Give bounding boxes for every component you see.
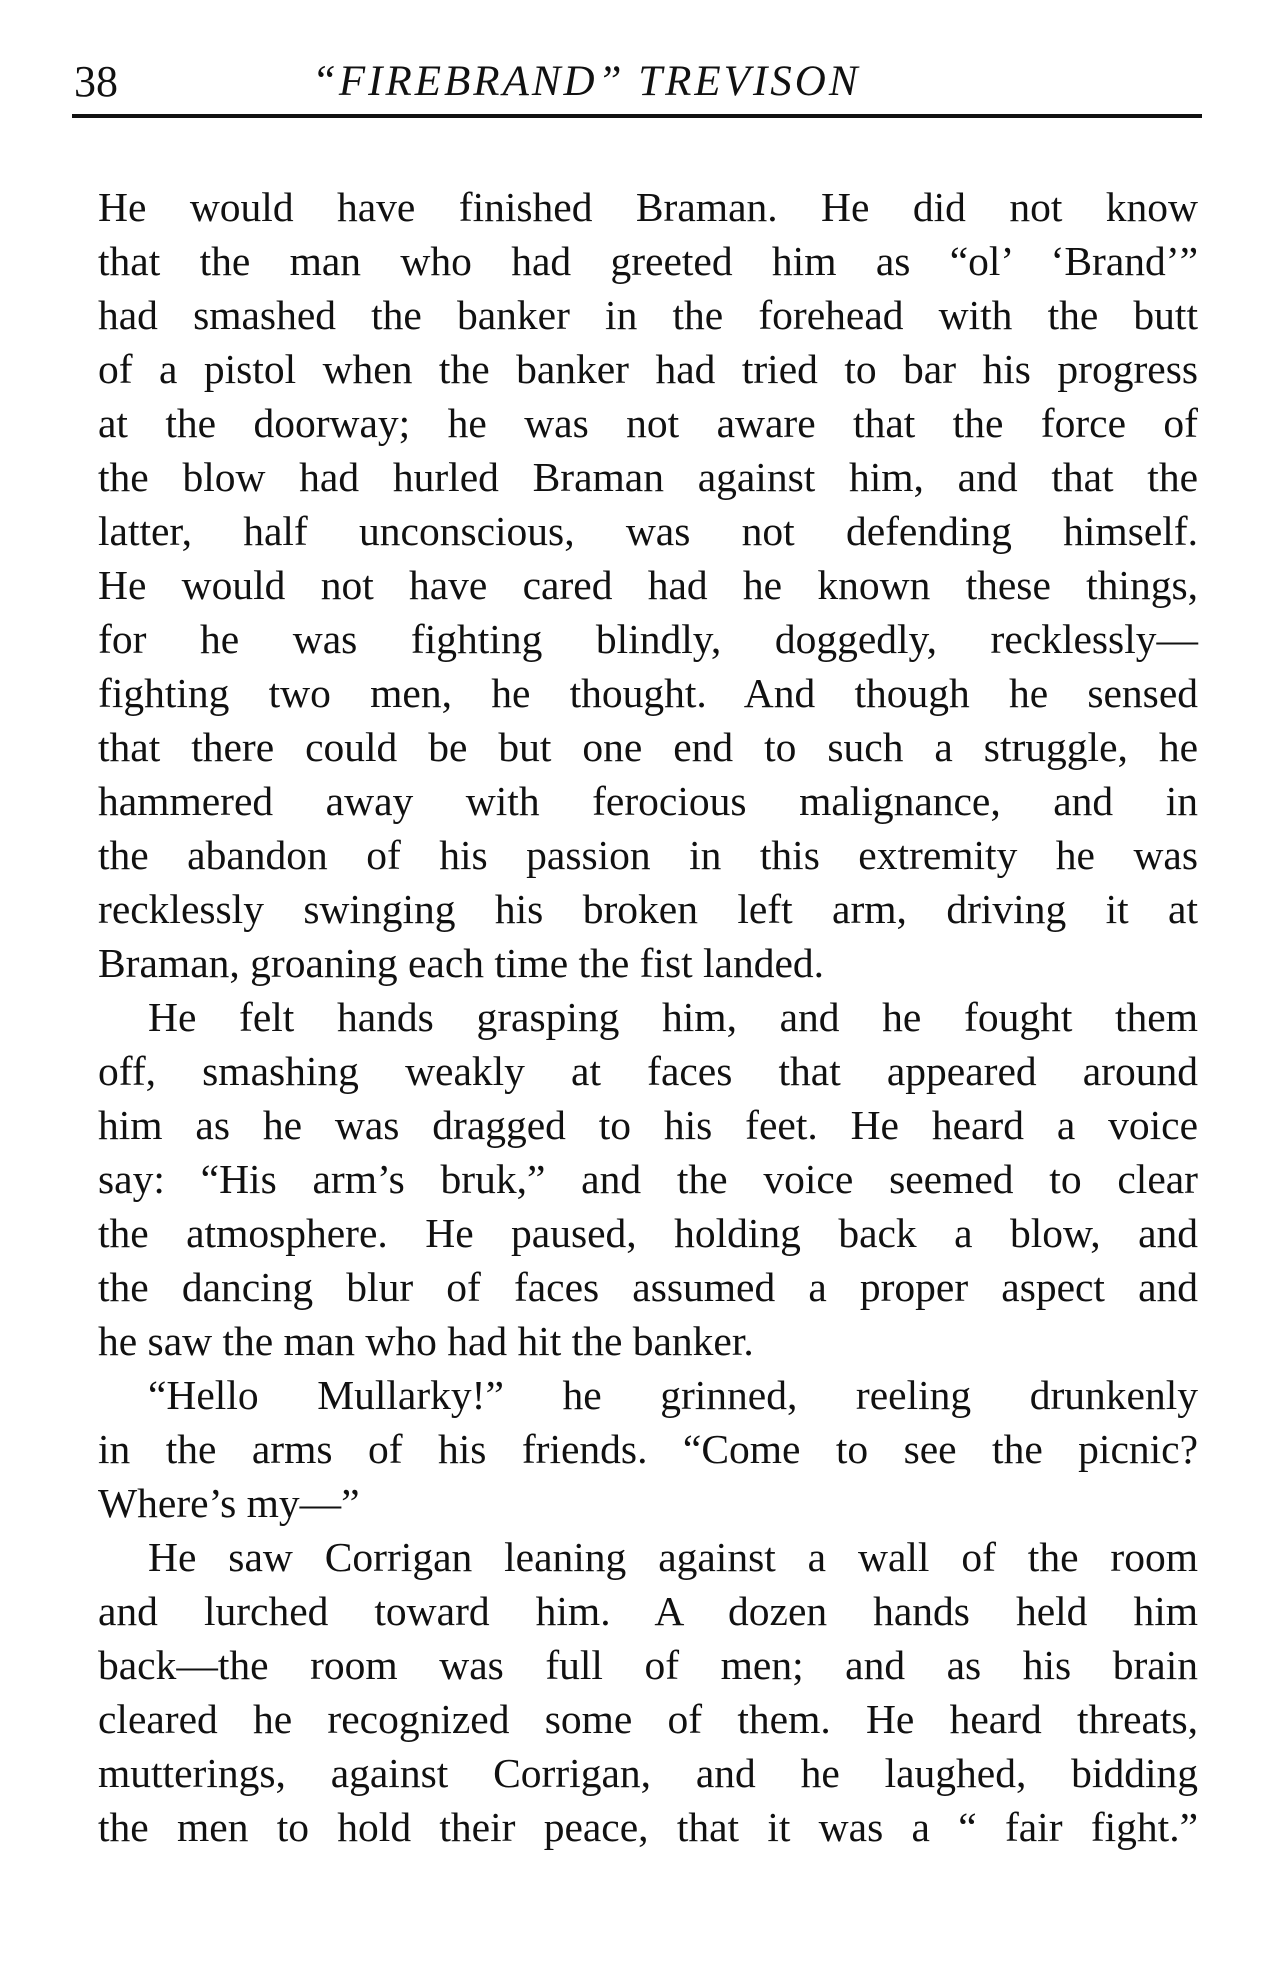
text-line: him as he was dragged to his feet. He heard a voice (98, 1102, 1198, 1148)
text-line: fighting two men, he thought. And though he sensed (98, 670, 1198, 716)
text-line: that there could be but one end to such a struggle, he (98, 724, 1198, 770)
text-line: and lurched toward him. A dozen hands held him (98, 1588, 1198, 1634)
text-line: that the man who had greeted him as “ol’ ‘Brand’” (98, 238, 1198, 284)
text-line: He felt hands grasping him, and he fought them (148, 994, 1198, 1040)
text-line: He would have finished Braman. He did not know (98, 184, 1198, 230)
text-line: at the doorway; he was not aware that the force of (98, 400, 1198, 446)
text-line: Braman, groaning each time the fist landed. (98, 940, 825, 986)
text-line: the blow had hurled Braman against him, and that the (98, 454, 1198, 500)
text-line: back—the room was full of men; and as his brain (98, 1642, 1198, 1688)
page-number: 38 (74, 57, 118, 106)
text-line: the dancing blur of faces assumed a proper aspect and (98, 1264, 1198, 1310)
text-line: latter, half unconscious, was not defending himself. (98, 508, 1198, 554)
text-line: recklessly swinging his broken left arm, driving it at (98, 886, 1198, 932)
text-line: the men to hold their peace, that it was a “ fair fight.” (98, 1804, 1198, 1850)
text-line: Where’s my—” (98, 1480, 360, 1526)
text-line: of a pistol when the banker had tried to bar his progress (98, 346, 1198, 392)
body-text (98, 180, 1198, 1854)
text-line: He saw Corrigan leaning against a wall of the room (148, 1534, 1198, 1580)
text-line: hammered away with ferocious malignance, and in (98, 778, 1198, 824)
text-line: he saw the man who had hit the banker. (98, 1318, 754, 1364)
page-header (72, 52, 1202, 112)
text-line: He would not have cared had he known these things, (98, 562, 1198, 608)
text-line: “Hello Mullarky!” he grinned, reeling drunkenly (148, 1372, 1198, 1418)
text-line: the atmosphere. He paused, holding back a blow, and (98, 1210, 1198, 1256)
header-rule (72, 114, 1202, 118)
running-title: “FIREBRAND” TREVISON (312, 58, 861, 105)
text-line: mutterings, against Corrigan, and he laughed, bidding (98, 1750, 1198, 1796)
text-line: cleared he recognized some of them. He heard threats, (98, 1696, 1198, 1742)
text-line: for he was fighting blindly, doggedly, recklessly— (98, 616, 1198, 662)
text-line: off, smashing weakly at faces that appeared around (98, 1048, 1198, 1094)
text-line: the abandon of his passion in this extremity he was (98, 832, 1198, 878)
text-line: say: “His arm’s bruk,” and the voice seemed to clear (98, 1156, 1198, 1202)
text-line: had smashed the banker in the forehead with the butt (98, 292, 1198, 338)
text-line: in the arms of his friends. “Come to see the picnic? (98, 1426, 1198, 1472)
